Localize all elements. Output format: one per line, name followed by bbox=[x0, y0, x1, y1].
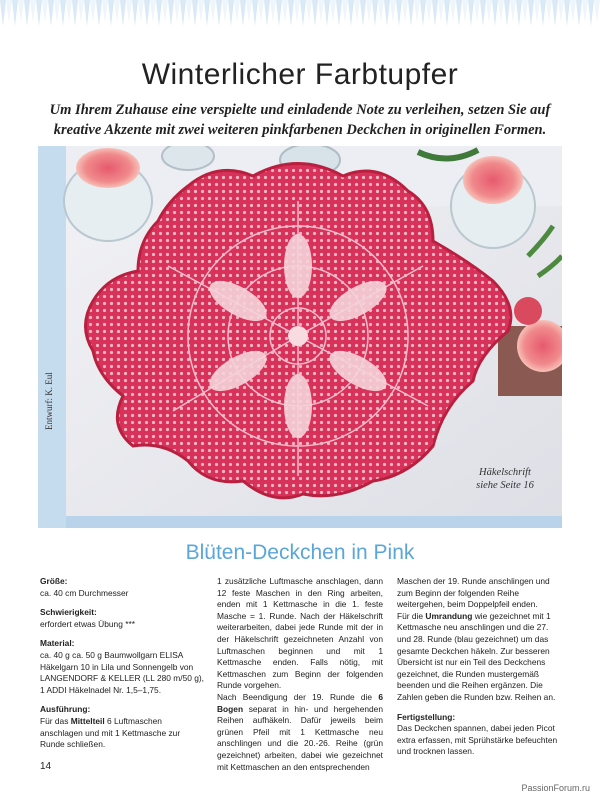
execution-text-bold: Mittelteil bbox=[70, 715, 105, 726]
column3-paragraph-2 bbox=[397, 611, 563, 704]
section-subtitle: Blüten-Deckchen in Pink bbox=[185, 541, 415, 564]
column3-p2-bold: Umrandung bbox=[425, 610, 473, 621]
decorative-top-band bbox=[0, 0, 600, 30]
column-1 bbox=[40, 576, 206, 751]
execution-heading: Ausführung: bbox=[40, 704, 91, 715]
chart-note-line1: Häkelschrift bbox=[479, 467, 531, 478]
column3-paragraph-1: Maschen der 19. Runde anschlingen und zum Beginn der folgenden Reihe weitergehen, beim Doppelpfeil enden. bbox=[397, 576, 550, 610]
column2-paragraph-2 bbox=[217, 692, 383, 773]
size-heading: Größe: bbox=[40, 576, 68, 586]
execution-text-pre: Für das bbox=[40, 715, 71, 726]
column2-paragraph-1: 1 zusätzliche Luftmasche anschlagen, dann 12 feste Maschen in den Ring arbeiten, enden mit 1 Kettmasche in die 1. feste Masche = 1. Runde. Nach der Häkelschrift weiterarbeiten, dabei jede Runde mit der in der Häkelschrift gezeichneten Anzahl von Luftmaschen beginnen und mit 1 Kettmasche enden. Falls nötig, mit Kettmaschen zum Beginn der folgenden Runde vorgehen. bbox=[217, 576, 383, 691]
finishing-text: Das Deckchen spannen, dabei jeden Picot extra erfassen, mit Sprühstärke befeuchten und trocknen lassen. bbox=[397, 723, 558, 757]
chart-note-line2: siehe Seite 16 bbox=[476, 480, 534, 491]
column2-p2-bold: 6 Bogen bbox=[217, 691, 383, 714]
rose-top-right bbox=[463, 156, 523, 204]
material-heading: Material: bbox=[40, 638, 75, 649]
difficulty-heading: Schwierigkeit: bbox=[40, 607, 97, 618]
column-3 bbox=[397, 576, 563, 758]
page-title: Winterlicher Farbtupfer bbox=[141, 58, 459, 91]
material-text: ca. 40 g ca. 50 g Baumwollgarn ELISA Häkelgarn 10 in Lila und Sonnengelb von LANGENDORF & KELLER (LL 280 m/50 g), 1 ADDI Häkelnadel Nr. 1,5–1,75. bbox=[40, 649, 204, 695]
column3-p2-post: wie gezeichnet mit 1 Kettmasche neu anschlingen und die 27. und 28. Runde (blau gezeichnet) um das gesamte Deckchen häkeln. Zur besseren Übersicht ist nur ein Teil des Deckchens gezeichnet, die Runden mustergemäß beenden und die Reihen ergänzen. Die Zahlen geben die Runden bzw. Reihen an. bbox=[397, 610, 556, 702]
column2-p2-pre: Nach Beendigung der 19. Runde die bbox=[217, 691, 379, 702]
column2-p2-post: separat in hin- und hergehenden Reihen aufhäkeln. Dafür jeweils beim grünen Pfeil mit 1 Kettmasche neu anschlingen und die 20.-26. Reihe (grün gezeichnet) arbeiten, dabei wie gezeichnet mit Kettmaschen an den entsprechenden bbox=[217, 703, 383, 772]
difficulty-text: erfordert etwas Übung *** bbox=[40, 618, 135, 629]
chart-reference-note bbox=[465, 466, 545, 492]
page-number: 14 bbox=[40, 761, 52, 772]
size-text: ca. 40 cm Durchmesser bbox=[40, 587, 129, 598]
column-2 bbox=[217, 576, 383, 773]
column3-p2-pre: Für die bbox=[397, 610, 426, 621]
finishing-heading: Fertigstellung: bbox=[397, 711, 456, 722]
watermark: PassionForum.ru bbox=[521, 783, 590, 793]
execution-text-post: 6 Luftmaschen anschlagen und mit 1 Kettmasche zur Runde schließen. bbox=[40, 715, 181, 750]
execution-text bbox=[40, 716, 206, 751]
design-credit: Entwurf: K. Eul bbox=[44, 372, 54, 430]
rose-top-left bbox=[76, 148, 140, 188]
intro-text: Um Ihrem Zuhause eine verspielte und einladende Note zu verleihen, setzen Sie auf kreative Akzente mit zwei weiteren pinkfarbenen Deckchen in originellen Formen. bbox=[49, 102, 551, 138]
